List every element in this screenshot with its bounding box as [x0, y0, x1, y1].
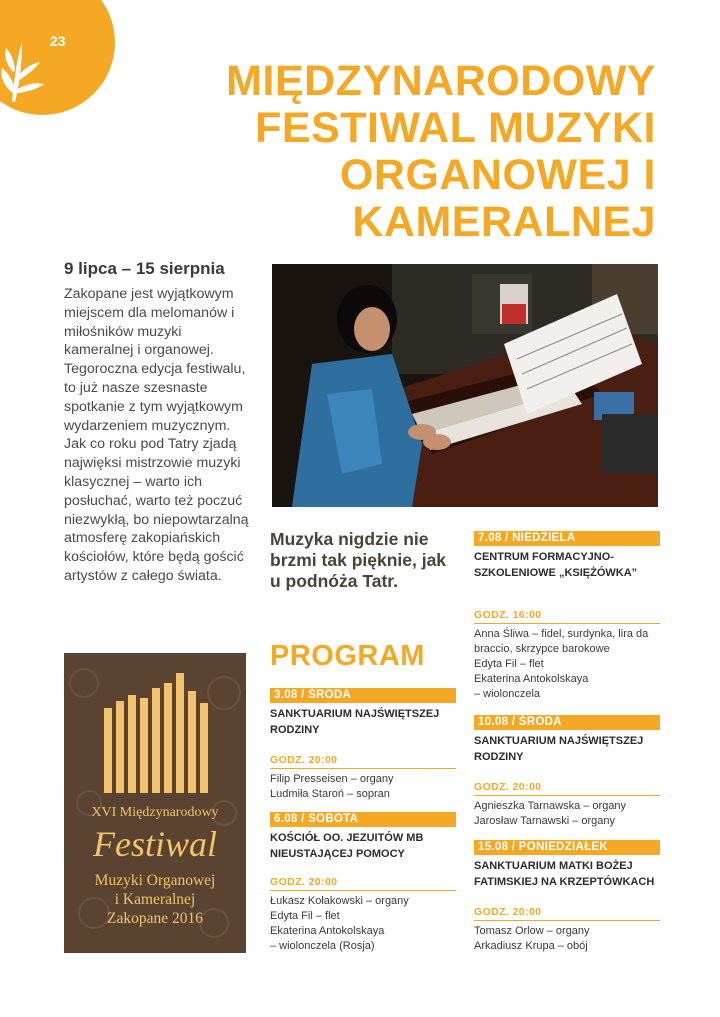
event-performers: Filip Presseisen – organy Ludmiła Staroń – sopran	[270, 773, 394, 800]
festival-dates: 9 lipca – 15 sierpnia	[64, 259, 225, 278]
organist-photo	[272, 264, 658, 507]
event-performers: Łukasz Kołakowski – organy Edyta Fil – flet Ekaterina Antokolskaya – wiolonczela (Rosja)	[270, 895, 409, 952]
poster-line-5: Zakopane 2016	[107, 910, 203, 927]
event-venue: KOŚCIÓŁ OO. JEZUITÓW MB NIEUSTAJĄCEJ POMOCY	[270, 832, 424, 860]
event-venue: SANKTUARIUM MATKI BOŻEJ FATIMSKIEJ NA KRZEPTÓWKACH	[474, 860, 655, 888]
event-time: GODZ. 20:00	[474, 781, 660, 796]
event-date: 6.08 / SOBOTA	[270, 812, 456, 827]
page-number: 23	[50, 33, 66, 49]
event-time: GODZ. 20:00	[270, 754, 456, 769]
leaf-icon	[0, 32, 52, 112]
event-3-08	[270, 688, 456, 802]
event-date: 10.08 / ŚRODA	[474, 715, 660, 730]
poster-line-4: i Kameralnej	[114, 891, 196, 908]
event-6-08	[270, 812, 456, 954]
event-time: GODZ. 20:00	[474, 906, 660, 921]
event-venue: CENTRUM FORMACYJNO-SZKOLENIOWE „KSIĘŻÓWKA”	[474, 551, 638, 579]
event-time: GODZ. 16:00	[474, 609, 660, 624]
event-performers: Anna Śliwa – fidel, surdynka, lira da braccio, skrzypce barokowe Edyta Fil – flet Ekaterina Antokolskaya – wiolonczela	[474, 628, 649, 700]
event-date: 7.08 / NIEDZIELA	[474, 531, 660, 546]
event-venue: SANKTUARIUM NAJŚWIĘTSZEJ RODZINY	[474, 735, 644, 763]
event-10-08	[474, 715, 660, 829]
poster-line-3: Muzyki Organowej	[94, 872, 216, 889]
pull-quote: Muzyka nigdzie nie brzmi tak pięknie, jak u podnóża Tatr.	[270, 529, 447, 591]
event-7-08	[474, 531, 660, 702]
event-15-08	[474, 840, 660, 954]
event-performers: Tomasz Orlow – organy Arkadiusz Krupa – obój	[474, 925, 590, 952]
event-venue: SANKTUARIUM NAJŚWIĘTSZEJ RODZINY	[270, 708, 440, 736]
event-performers: Agnieszka Tarnawska – organy Jarosław Tarnawski – organy	[474, 800, 627, 827]
event-time: GODZ. 20:00	[270, 876, 456, 891]
poster-line-1: XVI Międzynarodowy	[91, 805, 219, 820]
event-date: 15.08 / PONIEDZIAŁEK	[474, 840, 660, 855]
page-title: MIĘDZYNARODOWY FESTIWAL MUZYKI ORGANOWEJ I KAMERALNEJ	[226, 57, 656, 246]
poster-line-2: Festiwal	[93, 824, 217, 864]
intro-text: Zakopane jest wyjątkowym miejscem dla melomanów i miłośników muzyki kameralnej i organowej. Tegoroczna edycja festiwalu, to już nasze szesnaste spotkanie z tym wyjątkowym wydarzeniem muzycznym. Jak co roku pod Tatry zjadą najwięksi mistrzowie muzyki klasycznej – warto ich posłuchać, warto też poczuć niezwykłą, bo niepowtarzalną atmosferę zakopiańskich kościołów, które będą gościć artystów z całego świata.	[64, 286, 249, 584]
event-date: 3.08 / ŚRODA	[270, 688, 456, 703]
program-heading: PROGRAM	[270, 640, 425, 672]
festival-poster	[64, 653, 246, 953]
